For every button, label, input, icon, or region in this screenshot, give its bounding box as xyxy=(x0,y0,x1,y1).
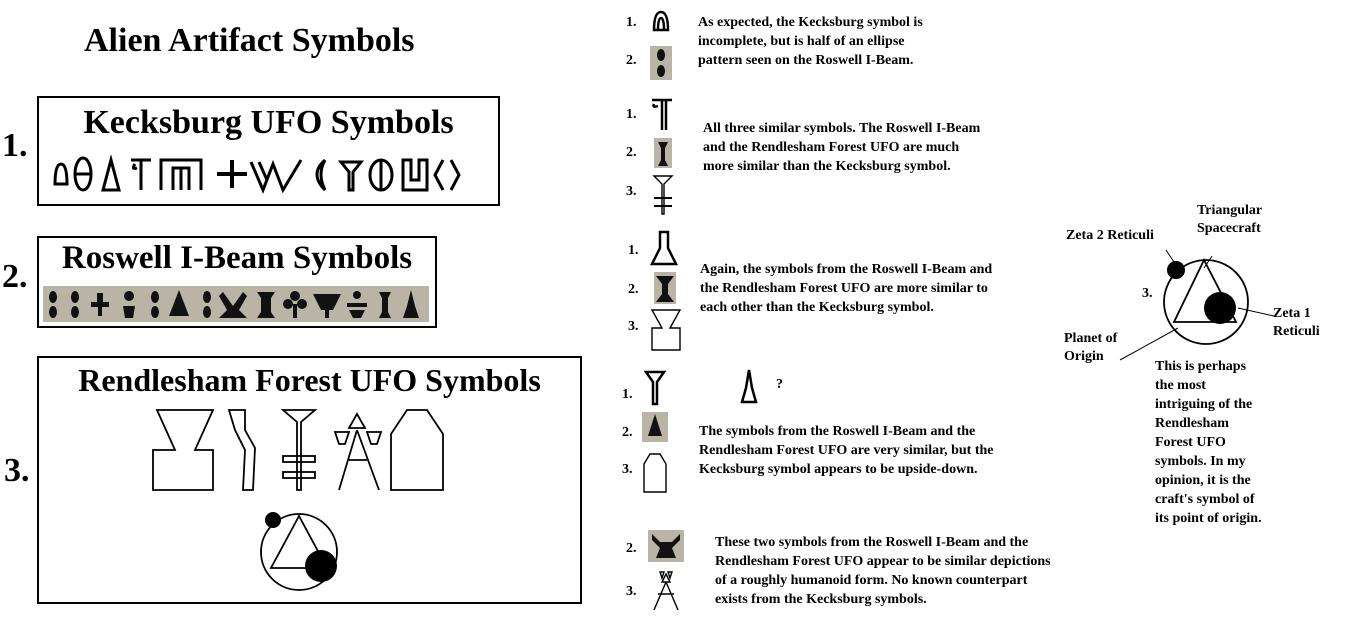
cmp2-row2-number: 2. xyxy=(626,145,637,160)
rendlesham-symbol-4 xyxy=(335,414,381,444)
kecksburg-symbols xyxy=(51,150,491,196)
cmp3-row1-number: 1. xyxy=(628,243,639,258)
label-zeta-2-reticuli: Zeta 2 Reticuli xyxy=(1066,228,1154,243)
kecksburg-box xyxy=(37,96,500,206)
roswell-box xyxy=(37,236,437,328)
kecksburg-symbol-5 xyxy=(161,160,201,190)
cmp2-text: All three similar symbols. The Roswell I-Beam and the Rendlesham Forest UFO are much more similar than the Kecksburg symbol. xyxy=(703,121,981,174)
kecksburg-symbol-11 xyxy=(403,160,427,190)
roswell-symbols xyxy=(43,286,429,322)
section-2-number: 2. xyxy=(2,258,28,295)
roswell-heading: Roswell I-Beam Symbols xyxy=(61,240,413,276)
cmp3-symbols xyxy=(648,228,684,352)
cmp1-text: As expected, the Kecksburg symbol is incomplete, but is half of an ellipse pattern seen on the Roswell I-Beam. xyxy=(698,15,923,68)
rendlesham-symbol-5 xyxy=(391,410,443,490)
kecksburg-symbol-6 xyxy=(217,160,247,188)
cmp4-symbols xyxy=(640,368,676,494)
label-planet-of-origin: Planet of Origin xyxy=(1064,331,1118,364)
cmp4-question: ? xyxy=(776,377,783,392)
page-title: Alien Artifact Symbols xyxy=(84,22,415,59)
kecksburg-symbol-7 xyxy=(251,160,301,190)
label-triangular-spacecraft: Triangular Spacecraft xyxy=(1197,203,1263,236)
cmp3-row3-number: 3. xyxy=(628,319,639,334)
cmp4-row1-number: 1. xyxy=(622,387,633,402)
rendlesham-symbols xyxy=(149,408,449,598)
kecksburg-symbol-8 xyxy=(317,160,325,190)
kecksburg-symbol-9 xyxy=(341,162,361,190)
section-3-number: 3. xyxy=(4,452,30,489)
cmp2-row1-number: 1. xyxy=(626,107,637,122)
cmp4-row2-number: 2. xyxy=(622,425,633,440)
cmp4-text: The symbols from the Roswell I-Beam and the Rendlesham Forest UFO are very similar, but the Kecksburg symbol appears to be upside-down. xyxy=(699,424,994,477)
kecksburg-heading: Kecksburg UFO Symbols xyxy=(83,104,454,141)
kecksburg-symbol-3 xyxy=(103,160,119,190)
cmp1-row1-number: 1. xyxy=(626,15,637,30)
cmp5-row1-number: 2. xyxy=(626,541,637,556)
kecksburg-symbol-4 xyxy=(131,160,151,190)
cmp2-row3-number: 3. xyxy=(626,184,637,199)
cmp5-symbols xyxy=(646,528,686,614)
rendlesham-symbol-2 xyxy=(229,410,255,490)
cmp3-row2-number: 2. xyxy=(628,282,639,297)
diagram-number: 3. xyxy=(1142,286,1153,301)
cmp2-symbols xyxy=(648,96,678,218)
section-1-number: 1. xyxy=(2,127,28,164)
rendlesham-symbol-1 xyxy=(153,410,213,490)
diagram-description: This is perhaps the most intriguing of the Rendlesham Forest UFO symbols. In my opinion, it is the craft's symbol of its point of origin. xyxy=(1155,359,1262,526)
rendlesham-heading: Rendlesham Forest UFO Symbols xyxy=(78,362,541,398)
cmp5-row2-number: 3. xyxy=(626,584,637,599)
kecksburg-symbol-1 xyxy=(55,164,67,184)
cmp1-row2-number: 2. xyxy=(626,53,637,68)
rendlesham-box xyxy=(37,356,582,604)
cmp4-row3-number: 3. xyxy=(622,462,633,477)
origin-symbol xyxy=(261,512,337,590)
cmp4-inverted-symbol xyxy=(738,368,760,408)
cmp5-text: These two symbols from the Roswell I-Beam and the Rendlesham Forest UFO appear to be similar depictions of a roughly humanoid form. No known counterpart exists from the Kecksburg symbols. xyxy=(715,535,1051,607)
cmp3-text: Again, the symbols from the Roswell I-Beam and the Rendlesham Forest UFO are more similar to each other than the Kecksburg symbol. xyxy=(700,262,993,315)
cmp1-symbols xyxy=(648,8,678,80)
kecksburg-symbol-12 xyxy=(435,160,459,190)
label-zeta-1-reticuli: Zeta 1 Reticuli xyxy=(1273,306,1320,339)
